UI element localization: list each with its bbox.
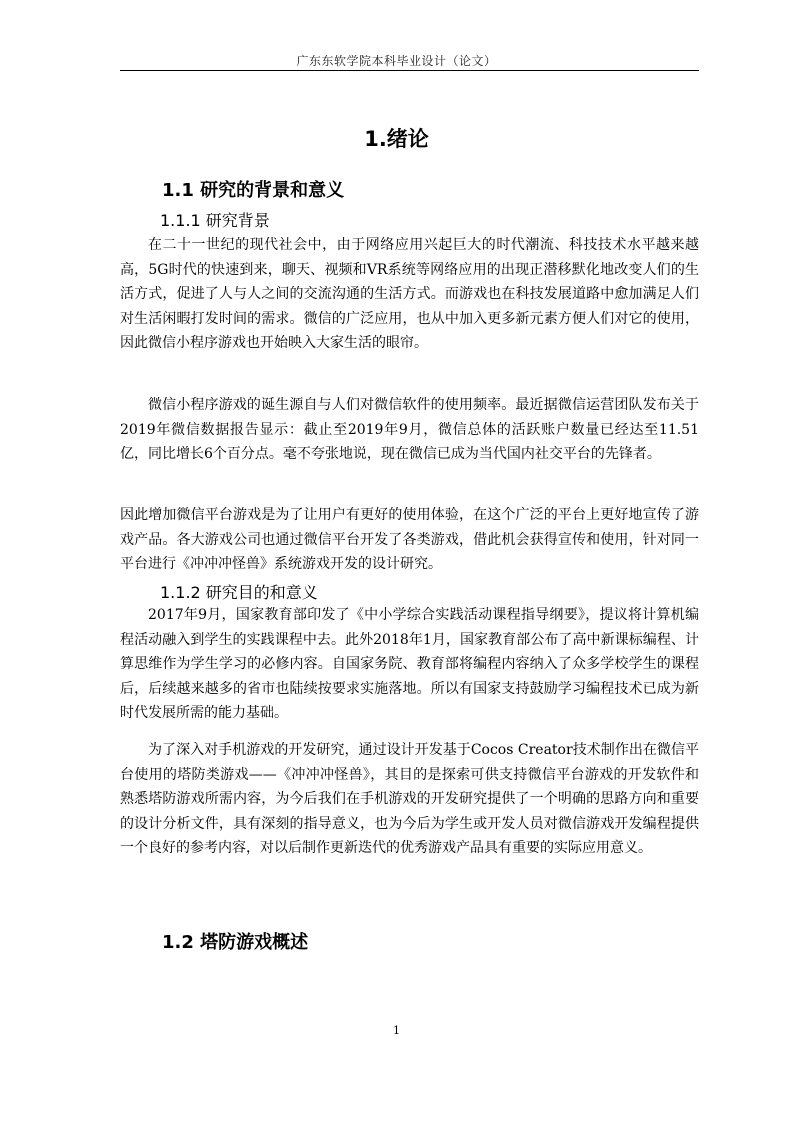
page-header: 广东东软学院本科毕业设计（论文） [296,54,497,68]
subsection-heading-1-1-1: 1.1.1 研究背景 [160,211,270,230]
header-rule [120,70,699,71]
paragraph-background-1: 在二十一世纪的现代社会中，由于网络应用兴起巨大的时代潮流、科技技术水平越来越高，5G时代的快速到来，聊天、视频和VR系统等网络应用的出现正潜移默化地改变人们的生活方式，促进了人与人之间的交流沟通的生活方式。而游戏也在科技发展道路中愈加满足人们对生活闲暇打发时间的需求。微信的广泛应用，也从中加入更多新元素方便人们对它的使用，因此微信小程序游戏也开始映入大家生活的眼帘。 [120,237,699,352]
chapter-title: 1.绪论 [364,127,429,151]
subsection-heading-1-1-2: 1.1.2 研究目的和意义 [160,583,318,602]
paragraph-background-3: 因此增加微信平台游戏是为了让用户有更好的使用体验，在这个广泛的平台上更好地宣传了游戏产品。各大游戏公司也通过微信平台开发了各类游戏，借此机会获得宣传和使用，针对同一平台进行《冲冲冲怪兽》系统游戏开发的设计研究。 [120,507,699,573]
section-heading-1-2: 1.2 塔防游戏概述 [162,932,309,953]
paragraph-purpose-2: 为了深入对手机游戏的开发研究，通过设计开发基于Cocos Creator技术制作出在微信平台使用的塔防类游戏——《冲冲冲怪兽》，其目的是探索可供支持微信平台游戏的开发软件和熟悉塔防游戏所需内容，为今后我们在手机游戏的开发研究提供了一个明确的思路方向和重要的设计分析文件，具有深刻的指导意义，也为今后为学生或开发人员对微信游戏开发编程提供一个良好的参考内容，对以后制作更新迭代的优秀游戏产品具有重要的实际应用意义。 [120,742,699,857]
paragraph-purpose-1: 2017年9月，国家教育部印发了《中小学综合实践活动课程指导纲要》，提议将计算机编程活动融入到学生的实践课程中去。此外2018年1月，国家教育部公布了高中新课标编程、计算思维作为学生学习的必修内容。自国家务院、教育部将编程内容纳入了众多学校学生的课程后，后续越来越多的省市也陆续按要求实施落地。所以有国家支持鼓励学习编程技术已成为新时代发展所需的能力基础。 [120,607,699,722]
page-number: 1 [393,1024,400,1037]
section-heading-1-1: 1.1 研究的背景和意义 [162,180,345,201]
paragraph-background-2: 微信小程序游戏的诞生源自与人们对微信软件的使用频率。最近据微信运营团队发布关于2019年微信数据报告显示：截止至2019年9月，微信总体的活跃账户数量已经达至11.51亿，同比增长6个百分点。毫不夸张地说，现在微信已成为当代国内社交平台的先锋者。 [120,397,699,463]
